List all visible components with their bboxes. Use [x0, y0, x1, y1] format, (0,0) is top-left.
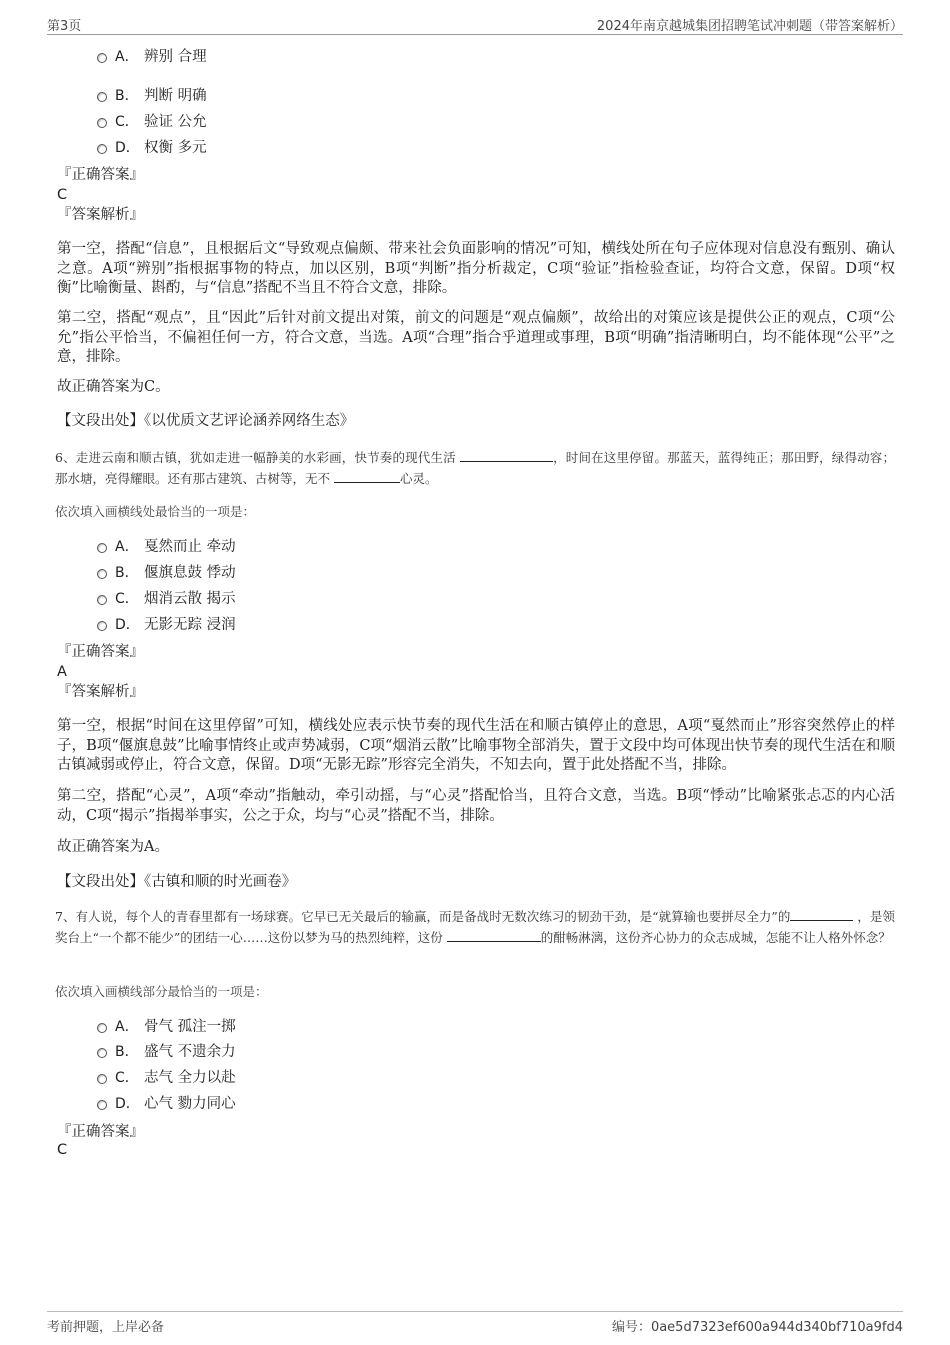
- page-footer: [47, 1311, 903, 1336]
- correct-answer: C: [57, 187, 68, 203]
- option-letter: C．: [115, 1070, 139, 1086]
- radio-icon[interactable]: [97, 1100, 107, 1110]
- question-stem: [55, 447, 895, 489]
- option-text: 盛气 不遗余力: [144, 1044, 236, 1060]
- stem-text: ，时间在这里停留。那蓝天，蓝得纯正；那田野，绿得动容；那水塘，亮得耀眼。还有那古建筑、古树等，无不: [55, 450, 895, 486]
- analysis-conclusion: 故正确答案为A。: [57, 839, 169, 855]
- stem-text: 心灵。: [400, 471, 438, 486]
- document-serial: 编号：0ae5d7323ef600a944d340bf710a9fd4: [611, 1320, 903, 1335]
- answer-label: 『正确答案』: [57, 644, 144, 660]
- radio-icon[interactable]: [97, 621, 107, 631]
- radio-icon[interactable]: [97, 569, 107, 579]
- question-stem: [55, 906, 895, 948]
- option-text: 骨气 孤注一掷: [144, 1019, 236, 1035]
- radio-icon[interactable]: [97, 543, 107, 553]
- analysis-paragraph: 第一空，搭配“信息”，且根据后文“导致观点偏颇、带来社会负面影响的情况”可知，横线处所在句子应体现对信息没有甄别、确认之意。A项“辨别”指根据事物的特点，加以区别，B项“判断”指分析裁定，C项“验证”指检验查证，均符合文意，保留。D项“权衡”比喻衡量、斟酌，与“信息”搭配不当且不符合文意，排除。: [57, 241, 895, 296]
- option-letter: A．: [115, 1019, 139, 1035]
- answer-label: 『正确答案』: [57, 167, 144, 183]
- option-letter: A．: [115, 539, 139, 555]
- stem-text: ，是领奖台上“一个都不能少”的团结一心……这份以梦为马的热烈纯粹，这份: [55, 909, 895, 945]
- question-prompt: 依次填入画横线部分最恰当的一项是：: [55, 984, 268, 999]
- correct-answer: C: [57, 1142, 68, 1158]
- fill-blank: [447, 928, 541, 942]
- option-text: 戛然而止 牵动: [144, 539, 236, 555]
- option-text: 偃旗息鼓 悸动: [144, 565, 236, 581]
- option-text: 烟消云散 揭示: [144, 591, 236, 607]
- option-letter: D．: [115, 140, 140, 156]
- analysis-paragraph: 第二空，搭配“心灵”，A项“牵动”指触动，牵引动摇，与“心灵”搭配恰当，且符合文意，当选。B项“悸动”比喻紧张忐忑的内心活动，C项“揭示”指揭举事实，公之于众，均与“心灵”搭配不当，排除。: [57, 788, 895, 824]
- stem-text: 7、有人说，每个人的青春里都有一场球赛。它早已无关最后的输赢，而是备战时无数次练习的韧劲干劲，是“就算输也要拼尽全力”的: [55, 909, 791, 924]
- option-text: 心气 勠力同心: [144, 1096, 236, 1112]
- answer-label: 『正确答案』: [57, 1124, 144, 1140]
- option-letter: B．: [115, 1044, 139, 1060]
- option-letter: C．: [115, 114, 139, 130]
- option-letter: D．: [115, 617, 140, 633]
- radio-icon[interactable]: [97, 92, 107, 102]
- page-header: [47, 12, 903, 35]
- option-text: 权衡 多元: [144, 140, 207, 156]
- correct-answer: A: [57, 664, 67, 680]
- option-text: 无影无踪 浸润: [144, 617, 236, 633]
- option-text: 志气 全力以赴: [144, 1070, 236, 1086]
- radio-icon[interactable]: [97, 1048, 107, 1058]
- fill-blank: [334, 469, 400, 483]
- option-text: 判断 明确: [144, 88, 207, 104]
- radio-icon[interactable]: [97, 1023, 107, 1033]
- radio-icon[interactable]: [97, 118, 107, 128]
- radio-icon[interactable]: [97, 1074, 107, 1084]
- option-letter: A．: [115, 49, 139, 65]
- page-number: 第3页: [47, 19, 82, 34]
- option-letter: B．: [115, 88, 139, 104]
- analysis-label: 『答案解析』: [57, 684, 144, 700]
- stem-text: 6、走进云南和顺古镇，犹如走进一幅静美的水彩画，快节奏的现代生活: [55, 450, 456, 465]
- option-letter: B．: [115, 565, 139, 581]
- option-letter: D．: [115, 1096, 140, 1112]
- analysis-label: 『答案解析』: [57, 207, 144, 223]
- footer-motto: 考前押题，上岸必备: [47, 1320, 165, 1335]
- stem-text: 的酣畅淋漓，这份齐心协力的众志成城，怎能不让人格外怀念？: [540, 930, 891, 945]
- option-text: 验证 公允: [144, 114, 207, 130]
- option-letter: C．: [115, 591, 139, 607]
- analysis-conclusion: 故正确答案为C。: [57, 379, 170, 395]
- document-title: 2024年南京越城集团招聘笔试冲刺题（带答案解析）: [596, 19, 903, 34]
- option-text: 辨别 合理: [144, 49, 207, 65]
- radio-icon[interactable]: [97, 53, 107, 63]
- fill-blank: [790, 907, 853, 921]
- analysis-paragraph: 第二空，搭配“观点”，且“因此”后针对前文提出对策，前文的问题是“观点偏颇”，故给出的对策应该是提供公正的观点，C项“公允”指公平恰当，不偏袒任何一方，符合文意，当选。A项“合理”指合乎道理或事理，B项“明确”指清晰明白，均不能体现“公平”之意，排除。: [57, 310, 895, 365]
- question-prompt: 依次填入画横线处最恰当的一项是：: [55, 504, 256, 519]
- source-citation: 【文段出处】《古镇和顺的时光画卷》: [57, 874, 297, 890]
- fill-blank: [460, 448, 553, 462]
- radio-icon[interactable]: [97, 595, 107, 605]
- analysis-paragraph: 第一空，根据“时间在这里停留”可知，横线处应表示快节奏的现代生活在和顺古镇停止的意思，A项“戛然而止”形容突然停止的样子，B项“偃旗息鼓”比喻事情终止或声势减弱，C项“烟消云散”比喻事物全部消失，置于文段中均可体现出快节奏的现代生活在和顺古镇减弱或停止，符合文意，保留。D项“无影无踪”形容完全消失，不知去向，置于此处搭配不当，排除。: [57, 718, 895, 773]
- source-citation: 【文段出处】《以优质文艺评论涵养网络生态》: [57, 413, 355, 429]
- radio-icon[interactable]: [97, 144, 107, 154]
